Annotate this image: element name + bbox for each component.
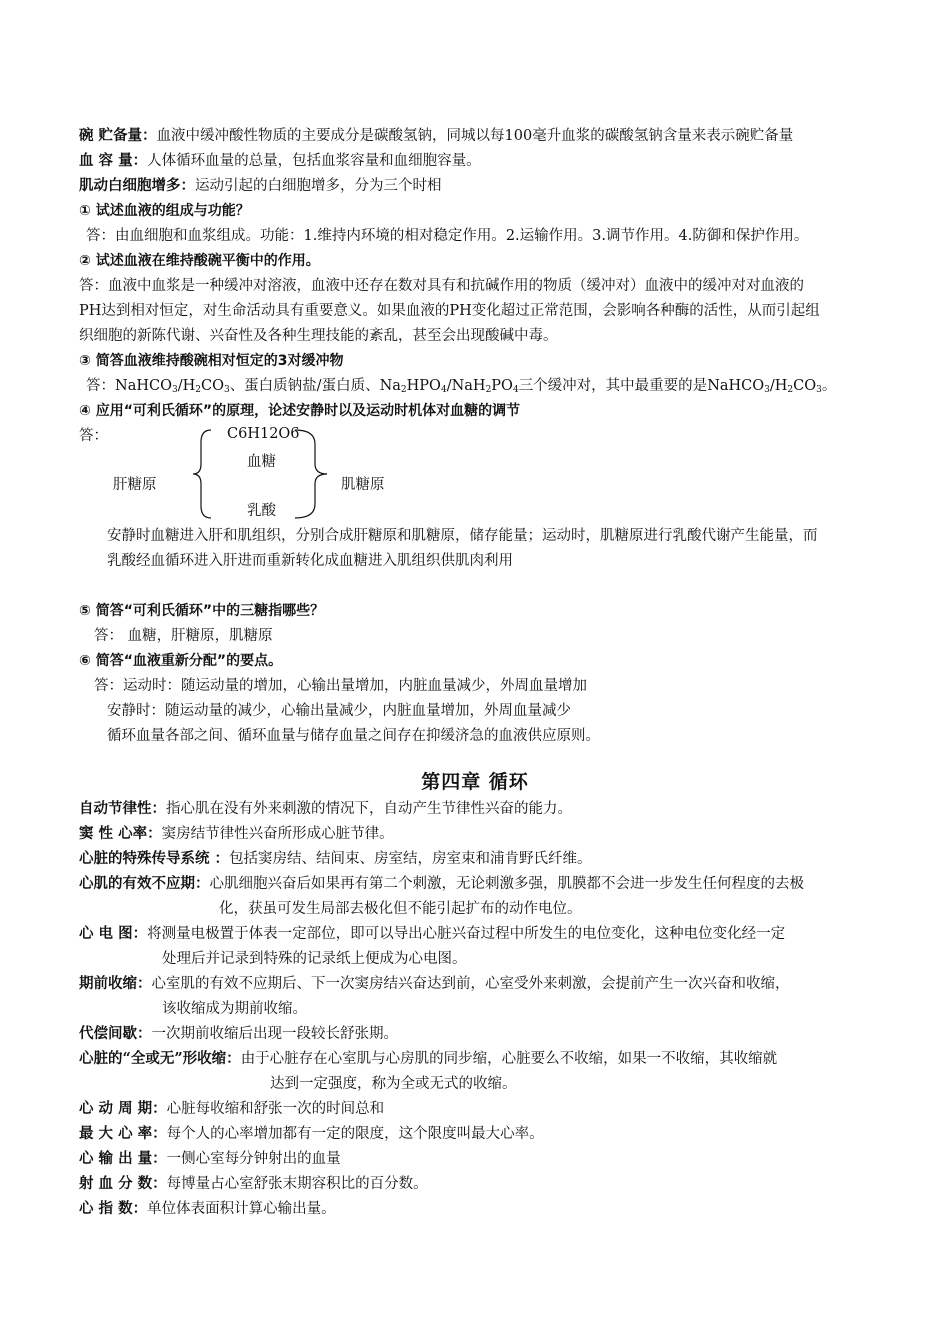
answer-3: 答：$NaHCO_3/H_2CO_3$、蛋白质钠盐/蛋白质、$Na_2HPO_4/NaH_2PO_4$三个缓冲对，其中最重要的是$NaHCO_3/H_2CO_3$。 (86, 378, 837, 395)
diagram-glucose-formula: C6H12O6 (227, 426, 300, 442)
question-2: ② 试述血液在维持酸碗平衡中的作用。 (79, 253, 320, 269)
term-all-or-none-cont: 达到一定强度，称为全或无式的收缩。 (270, 1076, 517, 1092)
term-premature-contraction: 期前收缩：心室肌的有效不应期后、下一次窦房结兴奋达到前，心室受外来刺激，会提前产生一次兴奋和收缩， (79, 975, 790, 992)
right-brace (295, 430, 327, 518)
question-1: ① 试述血液的组成与功能？ (79, 203, 250, 219)
answer-4-line-2: 乳酸经血循环进入肝进而重新转化成血糖进入肌组织供肌肉利用 (107, 553, 513, 569)
term-compensatory-pause: 代偿间歇：一次期前收缩后出现一段较长舒张期。 (79, 1025, 398, 1042)
answer-2-line-3: 织细胞的新陈代谢、兴奋性及各种生理技能的紊乱，甚至会出现酸碱中毒。 (79, 328, 558, 344)
term-automaticity: 自动节律性：指心肌在没有外来刺激的情况下，自动产生节律性兴奋的能力。 (79, 800, 572, 817)
answer-6-line-3: 循环血量各部之间、循环血量与储存血量之间存在抑缓济急的血液供应原则。 (107, 728, 600, 744)
term-ecg-cont: 处理后并记录到特殊的记录纸上便成为心电图。 (162, 951, 467, 967)
question-5: ⑤ 简答“可利氏循环”中的三糖指哪些？ (79, 603, 325, 619)
term-label: 血 容 量： (79, 152, 148, 169)
answer-1: 答：由血细胞和血浆组成。功能：1.维持内环境的相对稳定作用。2.运输作用。3.调节作用。4.防御和保护作用。 (86, 228, 809, 244)
term-sinus-rhythm: 窦 性 心率：窦房结节律性兴奋所形成心脏节律。 (79, 825, 394, 842)
term-ejection-fraction: 射 血 分 数：每博量占心室舒张末期容积比的百分数。 (79, 1175, 428, 1192)
diagram-muscle-glycogen: 肌糖原 (341, 477, 385, 493)
left-brace (193, 430, 211, 518)
term-premature-contraction-cont: 该收缩成为期前收缩。 (162, 1001, 307, 1017)
term-conduction-system: 心脏的特殊传导系统 ：包括窦房结、结间束、房室结，房室束和浦肯野氏纤维。 (79, 850, 592, 867)
term-refractory-period-cont: 化，获虽可发生局部去极化但不能引起扩布的动作电位。 (219, 901, 582, 917)
answer-4-line-1: 安静时血糖进入肝和肌组织，分别合成肝糖原和肌糖原，储存能量；运动时，肌糖原进行乳酸代谢产生能量，而 (107, 528, 818, 544)
term-cardiac-cycle: 心 动 周 期：心脏每收缩和舒张一次的时间总和 (79, 1100, 385, 1117)
term-max-heart-rate: 最 大 心 率：每个人的心率增加都有一定的限度，这个限度叫最大心率。 (79, 1125, 544, 1142)
question-3: ③ 简答血液维持酸碗相对恒定的3对缓冲物 (79, 353, 344, 369)
question-4: ④ 应用“可利氏循环”的原理，论述安静时以及运动时机体对血糖的调节 (79, 403, 521, 419)
term-definition: 运动引起的白细胞增多，分为三个时相 (195, 178, 442, 194)
term-all-or-none: 心脏的“全或无”形收缩：由于心脏存在心室肌与心房肌的同步缩，心脏要么不收缩，如果一不收缩，其收缩就 (79, 1050, 778, 1067)
question-6: ⑥ 简答“血液重新分配”的要点。 (79, 653, 283, 669)
term-blood-volume (79, 150, 904, 172)
term-definition: 血液中缓冲酸性物质的主要成分是碳酸氢钠，同城以每100毫升血浆的碳酸氢钠含量来表示碗贮备量 (156, 128, 794, 144)
answer-2-line-2: PH达到相对恒定，对生命活动具有重要意义。如果血液的PH变化超过正常范围，会影响各种酶的活性，从而引起组 (79, 303, 820, 319)
answer-5: 答： 血糖，肝糖原，肌糖原 (94, 628, 273, 644)
answer-4-label: 答： (79, 428, 108, 444)
term-exercise-leukocytosis (79, 175, 904, 197)
diagram-blood-sugar: 血糖 (247, 454, 276, 470)
term-label: 肌动白细胞增多： (79, 177, 195, 194)
term-cardiac-index: 心 指 数：单位体表面积计算心输出量。 (79, 1200, 336, 1217)
term-cardiac-output: 心 输 出 量：一侧心室每分钟射出的血量 (79, 1150, 341, 1167)
chapter-title: 第四章 循环 (421, 771, 529, 793)
answer-6-line-2: 安静时：随运动量的减少，心输出量减少，内脏血量增加，外周血量减少 (107, 703, 571, 719)
diagram-liver-glycogen: 肝糖原 (113, 477, 157, 493)
term-definition: 人体循环血量的总量，包括血浆容量和血细胞容量。 (147, 153, 481, 169)
term-label: 碗 贮备量： (79, 127, 157, 144)
term-refractory-period: 心肌的有效不应期：心肌细胞兴奋后如果再有第二个刺激，无论刺激多强，肌膜都不会进一步发生任何程度的去极 (79, 875, 804, 892)
term-alkali-reserve (79, 125, 904, 147)
term-ecg: 心 电 图：将测量电极置于体表一定部位，即可以导出心脏兴奋过程中所发生的电位变化，这种电位变化经一定 (79, 925, 786, 942)
answer-6-line-1: 答：运动时：随运动量的增加，心输出量增加，内脏血量减少，外周血量增加 (94, 678, 587, 694)
cori-cycle-diagram (79, 424, 479, 524)
diagram-lactic-acid: 乳酸 (247, 503, 276, 519)
answer-2-line-1: 答：血液中血浆是一种缓冲对溶液，血液中还存在数对具有和抗碱作用的物质（缓冲对）血液中的缓冲对对血液的 (79, 278, 804, 294)
